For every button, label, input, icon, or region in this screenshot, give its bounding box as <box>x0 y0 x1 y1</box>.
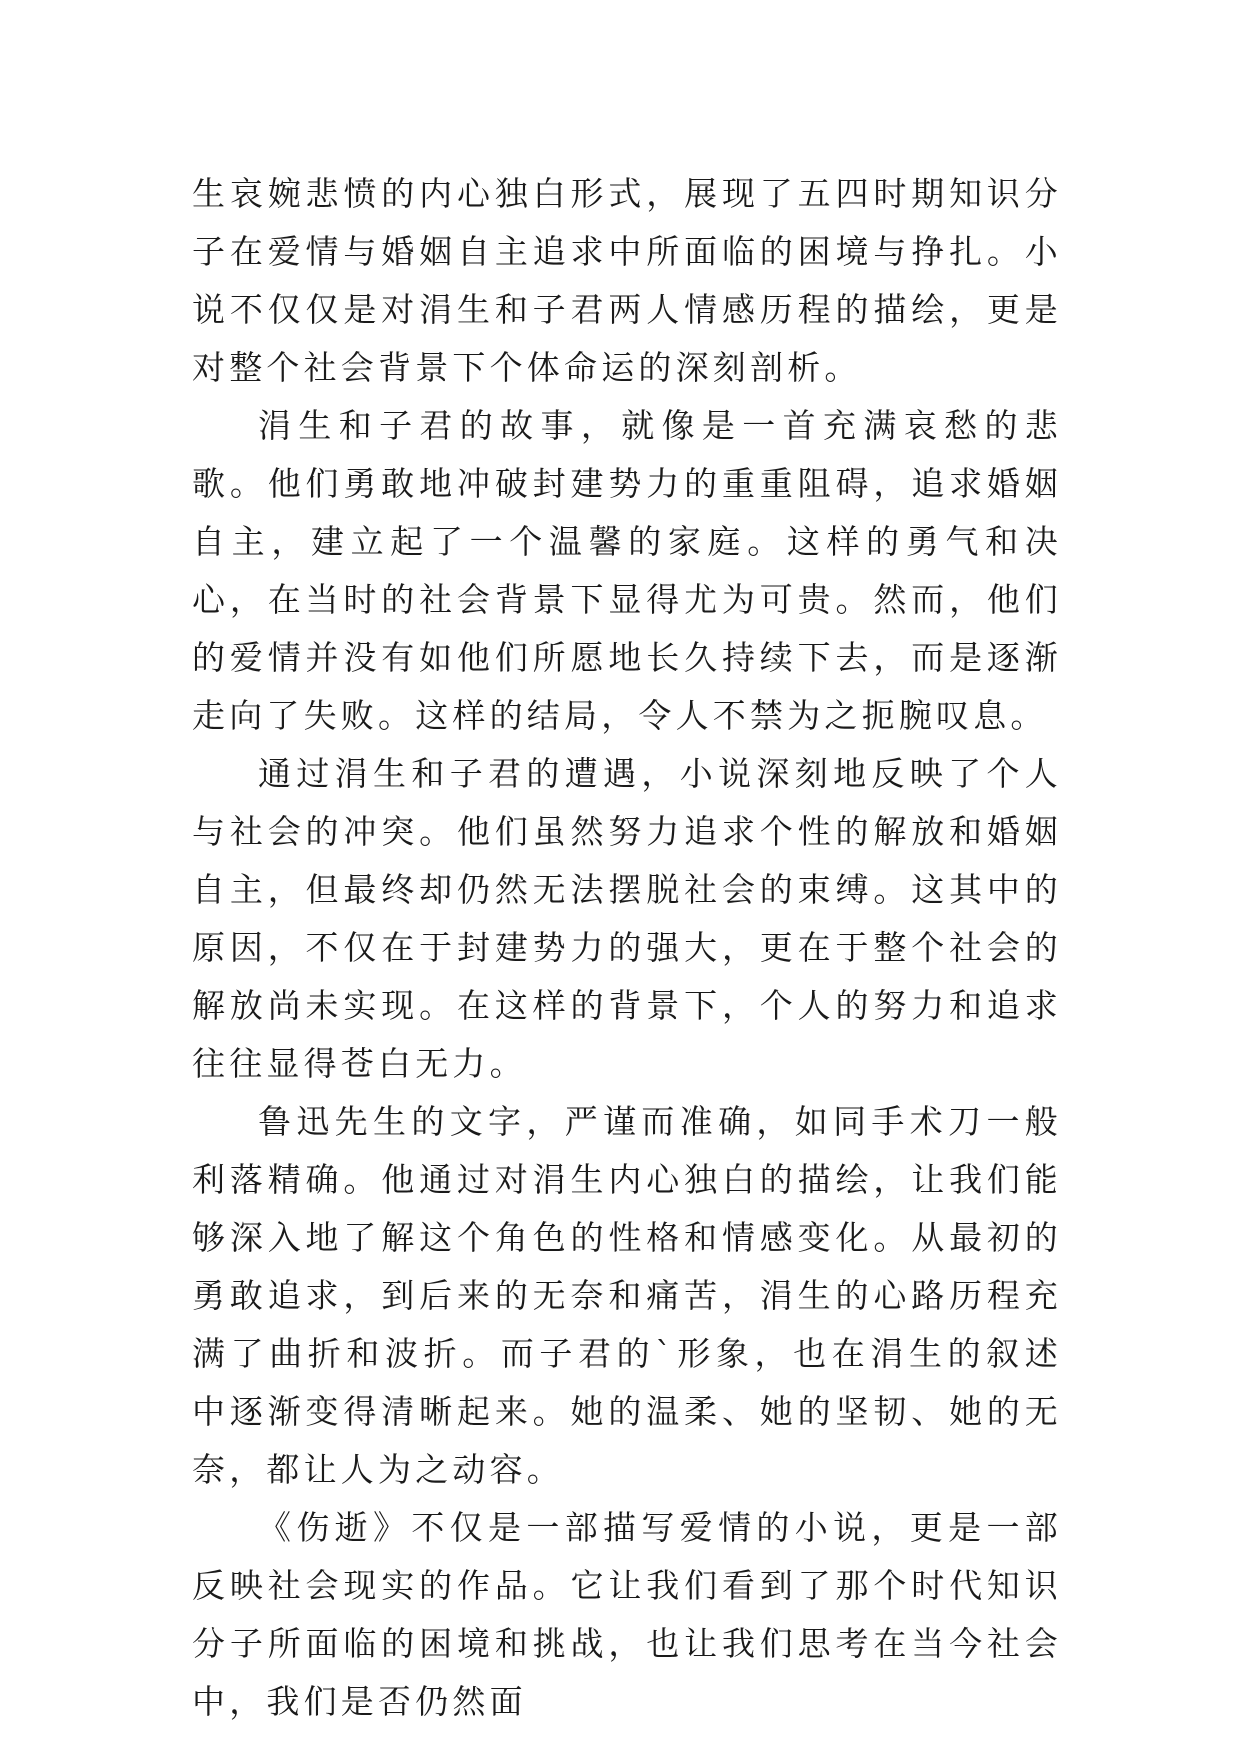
document-body <box>192 165 1062 1731</box>
paragraph-3: 通过涓生和子君的遭遇，小说深刻地反映了个人与社会的冲突。他们虽然努力追求个性的解放和婚姻自主，但最终却仍然无法摆脱社会的束缚。这其中的原因，不仅在于封建势力的强大，更在于整个社会的解放尚未实现。在这样的背景下，个人的努力和追求往往显得苍白无力。 <box>192 754 1062 1083</box>
paragraph-5: 《伤逝》不仅是一部描写爱情的小说，更是一部反映社会现实的作品。它让我们看到了那个时代知识分子所面临的困境和挑战，也让我们思考在当今社会中，我们是否仍然面 <box>192 1508 1062 1721</box>
paragraph-2: 涓生和子君的故事，就像是一首充满哀愁的悲歌。他们勇敢地冲破封建势力的重重阻碍，追求婚姻自主，建立起了一个温馨的家庭。这样的勇气和决心，在当时的社会背景下显得尤为可贵。然而，他们的爱情并没有如他们所愿地长久持续下去，而是逐渐走向了失败。这样的结局，令人不禁为之扼腕叹息。 <box>192 406 1062 735</box>
paragraph-4: 鲁迅先生的文字，严谨而准确，如同手术刀一般利落精确。他通过对涓生内心独白的描绘，让我们能够深入地了解这个角色的性格和情感变化。从最初的勇敢追求，到后来的无奈和痛苦，涓生的心路历程充满了曲折和波折。而子君的`形象，也在涓生的叙述中逐渐变得清晰起来。她的温柔、她的坚韧、她的无奈，都让人为之动容。 <box>192 1102 1062 1489</box>
paragraph-1: 生哀婉悲愤的内心独白形式，展现了五四时期知识分子在爱情与婚姻自主追求中所面临的困境与挣扎。小说不仅仅是对涓生和子君两人情感历程的描绘，更是对整个社会背景下个体命运的深刻剖析。 <box>192 174 1062 387</box>
